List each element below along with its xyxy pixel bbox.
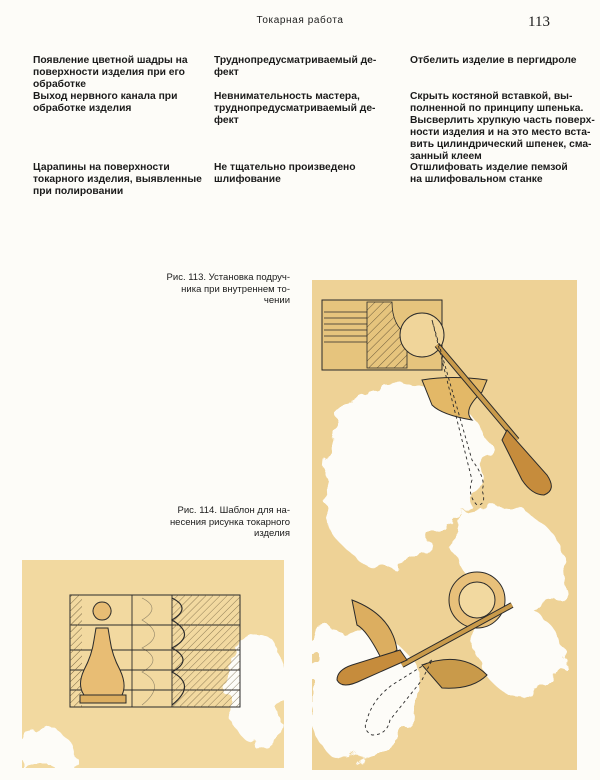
row3-remedy: Отшлифовать изделие пемзой на шлифовальном станке — [410, 162, 568, 185]
fig113-caption: Рис. 113. Установка подруч- ника при внутреннем то- чении — [166, 272, 290, 306]
fig114-illustration — [22, 560, 284, 768]
fig114-caption: Рис. 114. Шаблон для на- несения рисунка токарного изделия — [169, 505, 290, 539]
running-header: Токарная работа — [256, 15, 344, 26]
row1-cause: Труднопредусматриваемый де- фект — [214, 55, 377, 78]
row3-defect: Царапины на поверхности токарного изделия, выявленные при полировании — [33, 162, 202, 197]
fig113-illustration — [312, 280, 577, 770]
row1-defect: Появление цветной шадры на поверхности изделия при его обработке — [33, 55, 188, 90]
row2-defect: Выход нервного канала при обработке изделия — [33, 91, 178, 114]
row3-cause: Не тщательно произведено шлифование — [214, 162, 356, 185]
row2-cause: Невнимательность мастера, труднопредусматриваемый де- фект — [214, 91, 376, 126]
row1-remedy: Отбелить изделие в пергидроле — [410, 55, 577, 66]
row2-remedy: Скрыть костяной вставкой, вы- полненной по принципу шпенька. Высверлить хрупкую часть поверх- ности изделия и на это место вста- вить цилиндрический шпенек, сма- занный клеем — [410, 91, 595, 162]
page-number: 113 — [528, 14, 550, 30]
